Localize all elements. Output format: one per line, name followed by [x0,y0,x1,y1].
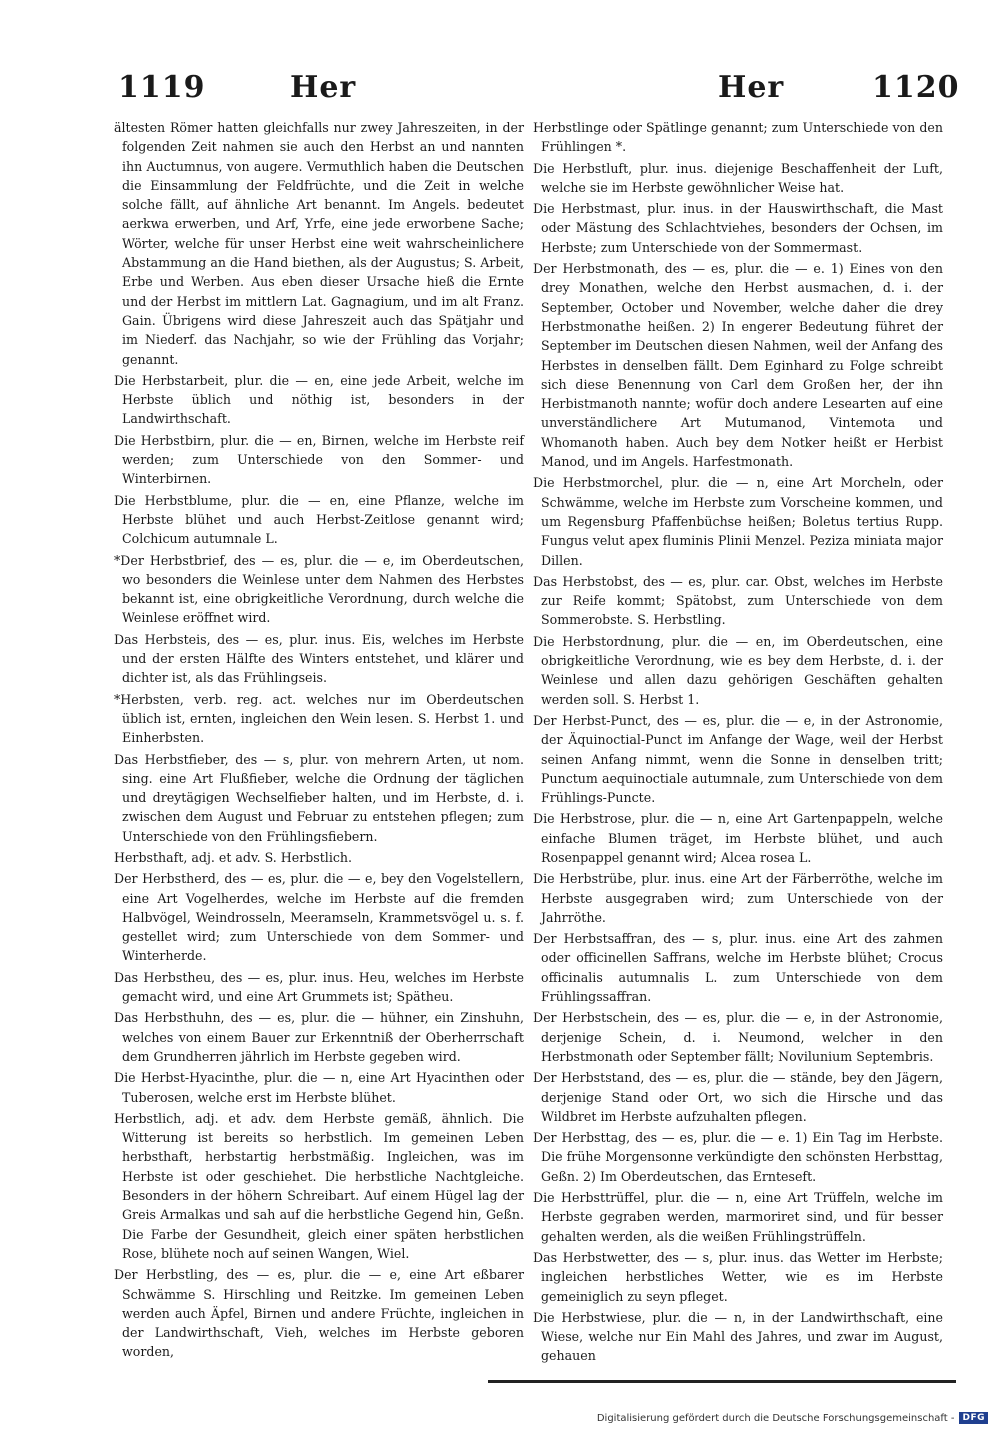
dictionary-entry: Das Herbstheu, des — es, plur. inus. Heu, welches im Herbste gemacht wird, und eine Art Grummets ist; Spätheu. [114,969,524,1005]
dictionary-entry: Die Herbstluft, plur. inus. diejenige Beschaffenheit der Luft, welche sie im Herbste gewöhnlicher Weise hat. [533,160,943,195]
footer [597,1412,988,1424]
left-running-head: Her [290,70,357,105]
dictionary-entry: Herbsthaft, adj. et adv. S. Herbstlich. [114,849,353,865]
dictionary-entry: *Herbsten, verb. reg. act. welches nur im Oberdeutschen üblich ist, ernten, ingleichen den Wein lesen. S. Herbst 1. und Einherbsten. [114,691,524,746]
dictionary-entry: Der Herbstling, des — es, plur. die — e, eine Art eßbarer Schwämme S. Hirschling und Reitzke. Im gemeinen Leben werden auch Äpfel, Birnen und andere Früchte, ingleichen in der Landwirthschaft, Vieh, welches im Herbste geboren worden, [114,1267,524,1360]
dictionary-entry: Das Herbsteis, des — es, plur. inus. Eis, welches im Herbste und der ersten Hälfte des Winters entstehet, und klärer und dichter ist, als das Frühlingseis. [114,631,524,686]
dictionary-entry: Die Herbstordnung, plur. die — en, im Oberdeutschen, eine obrigkeitliche Verordnung, wie es bey dem Herbste, d. i. der Weinlese und allen dazu gehörigen Geschäften gehalten werden soll. S. Herbst 1. [533,633,943,707]
dictionary-entry: *Der Herbstbrief, des — es, plur. die — e, im Oberdeutschen, wo besonders die Weinlese unter dem Nahmen des Herbstes bekannt ist, eine obrigkeitliche Verordnung, durch welche die Weinlese eröffnet wird. [114,552,524,626]
dictionary-entry: Die Herbstarbeit, plur. die — en, eine jede Arbeit, welche im Herbste üblich und nöthig ist, besonders in der Landwirthschaft. [114,372,524,427]
dictionary-entry: Die Herbstblume, plur. die — en, eine Pflanze, welche im Herbste blühet und auch Herbst-Zeitlose genannt wird; Colchicum autumnale L. [114,492,524,547]
dictionary-entry: Das Herbstobst, des — es, plur. car. Obst, welches im Herbste zur Reife kommt; Spätobst, zum Unterschiede von dem Sommerobste. S. Herbstling. [533,573,943,628]
dictionary-entry: Herbstlich, adj. et adv. dem Herbste gemäß, ähnlich. Die Witterung ist bereits so herbstlich. Im gemeinen Leben herbsthaft, herbstartig herbstmäßig. Ingleichen, was im Herbste ist oder geschiehet. Die herbstliche Nachtgleiche. Besonders in der höhern Schreibart. Auf einem Hügel lag der Greis Armalkas und sah auf die herbstliche Gegend hin, Geßn. Die Farbe der Gesundheit, gleich einer späten herbstlichen Rose, blühete noch auf seinen Wangen, Wiel. [114,1110,524,1261]
dictionary-entry: Herbstlinge oder Spätlinge genannt; zum Unterschiede von den Frühlingen *. [533,120,943,155]
dictionary-entry: Die Herbstrose, plur. die — n, eine Art Gartenpappeln, welche einfache Blumen träget, im Herbste blühet, und auch Rosenpappel genannt wird; Alcea rosea L. [533,811,943,865]
right-running-head: Her [718,70,785,105]
dictionary-entry: Der Herbst-Punct, des — es, plur. die — e, in der Astronomie, der Äquinoctial-Punct im Anfange der Wage, weil der Herbst seinen Anfang nimmt, wenn die Sonne in denselben tritt; Punctum aequinoctiale autumnale, zum Unterschiede von dem Frühlings-Puncte. [533,712,943,806]
footer-credit: Digitalisierung gefördert durch die Deutsche Forschungsgemeinschaft - [596,1412,955,1424]
dictionary-entry: Die Herbstrübe, plur. inus. eine Art der Färberröthe, welche im Herbste ausgegraben wird; zum Unterschiede von der Jahrröthe. [533,871,943,925]
left-column [114,118,524,1364]
dictionary-entry: Die Herbstwiese, plur. die — n, in der Landwirthschaft, eine Wiese, welche nur Ein Mahl des Jahres, und zwar im August, gehauen [533,1309,943,1364]
dictionary-entry: Die Herbst-Hyacinthe, plur. die — n, eine Art Hyacinthen oder Tuberosen, welche erst im Herbste blühet. [114,1070,524,1105]
dictionary-entry: Die Herbstmast, plur. inus. in der Hauswirthschaft, die Mast oder Mästung des Schlachtviehes, besonders der Ochsen, im Herbste; zum Unterschiede von der Sommermast. [533,201,943,255]
page-end-rule [488,1380,956,1383]
dictionary-entry: Die Herbstmorchel, plur. die — n, eine Art Morcheln, oder Schwämme, welche im Herbste zum Vorscheine kommen, und um Regensburg Pfaffenbüchse heißen; Boletus tertius Rupp. Fungus velut apex fluminis Plinii Menzel. Peziza miniata major Dillen. [533,475,943,568]
dictionary-entry: Das Herbsthuhn, des — es, plur. die — hühner, ein Zinshuhn, welches von einem Bauer zur Erkenntniß der Oberherrschaft dem Grundherren jährlich im Herbste gegeben wird. [114,1010,524,1064]
right-column [533,118,943,1368]
dictionary-entry: Der Herbstsaffran, des — s, plur. inus. eine Art des zahmen oder officinellen Saffrans, welche im Herbste blühet; Crocus officinalis autumnalis L. zum Unterschiede von dem Frühlingssaffran. [533,931,943,1005]
dictionary-entry: Der Herbstmonath, des — es, plur. die — e. 1) Eines von den drey Monathen, welche den Herbst ausmachen, d. i. der September, October und November, welche daher die drey Herbstmonathe heißen. 2) In engerer Bedeutung führet der September im Deutschen diesen Nahmen, weil der Anfang des Herbstes in denselben fällt. Dem Eginhard zu Folge schreibt sich diese Benennung von Carl dem Großen her, der ihn Herbistmanoth nannte; wofür doch andere Lesearten auf eine unverständlichere Art Mutumanod, Vintemota und Whomanoth haben. Auch bey dem Notker heißt er Herbist Manod, und im Angels. Harfestmonath. [533,261,943,470]
dictionary-entry: Das Herbstwetter, des — s, plur. inus. das Wetter im Herbste; ingleichen herbstliches Wetter, wie es im Herbste gemeiniglich zu seyn pfleget. [533,1249,943,1304]
dictionary-entry: Der Herbstschein, des — es, plur. die — e, in der Astronomie, derjenige Schein, d. i. Neumond, welcher in den Herbstmonath oder September fällt; Novilunium Septembris. [533,1010,943,1064]
dictionary-entry: Die Herbstbirn, plur. die — en, Birnen, welche im Herbste reif werden; zum Unterschiede von den Sommer- und Winterbirnen. [114,432,524,487]
dictionary-entry: Der Herbstherd, des — es, plur. die — e, bey den Vogelstellern, eine Art Vogelherdes, welche im Herbste auf die fremden Halbvögel, Weindrosseln, Meeramseln, Krammetsvögel u. s. f. gestellet wird; zum Unterschiede von dem Sommer- und Winterherde. [114,871,524,964]
dictionary-entry: Das Herbstfieber, des — s, plur. von mehrern Arten, ut nom. sing. eine Art Flußfieber, welche die Ordnung der täglichen und dreytägigen Wechselfieber halten, und im Herbste, d. i. zwischen dem August und Februar zu entstehen pflegen; zum Unterschiede von den Frühlingsfiebern. [114,751,524,844]
right-page-number: 1120 [872,70,960,105]
dictionary-entry: Die Herbsttrüffel, plur. die — n, eine Art Trüffeln, welche im Herbste gegraben werden, marmoriret sind, und für besser gehalten werden, als die weißen Frühlingstrüffeln. [533,1190,943,1244]
dictionary-entry: Der Herbststand, des — es, plur. die — stände, bey den Jägern, derjenige Stand oder Ort, wo sich die Hirsche und das Wildbret im Herbste aufzuhalten pflegen. [533,1070,943,1124]
dictionary-entry: Der Herbsttag, des — es, plur. die — e. 1) Ein Tag im Herbste. Die frühe Morgensonne verkündigte den schönsten Herbsttag, Geßn. 2) Im Oberdeutschen, das Ernteseft. [533,1130,943,1184]
dictionary-entry: ältesten Römer hatten gleichfalls nur zwey Jahreszeiten, in der folgenden Zeit nahmen sie auch den Herbst an und nannten ihn Auctumnus, von augere. Vermuthlich haben die Deutschen die Einsammlung der Feldfrüchte, und die Zeit in welche solche fällt, auf ähnliche Art benannt. Im Angels. bedeutet aerkwa erwerben, und Arf, Yrfe, eine jede erworbene Sache; Wörter, welche für unser Herbst eine weit wahrscheinlichere Abstammung an die Hand biethen, als der Augustus; S. Arbeit, Erbe und Werben. Aus eben dieser Ursache hieß die Ernte und der Herbst im mittlern Lat. Gagnagium, und im alt Franz. Gain. Übrigens wird diese Jahreszeit auch das Spätjahr und im Niederf. das Nachjahr, so wie der Frühling das Vorjahr; genannt. [114,120,524,367]
dfg-logo: DFG [959,1412,988,1424]
left-page-number: 1119 [118,70,206,105]
